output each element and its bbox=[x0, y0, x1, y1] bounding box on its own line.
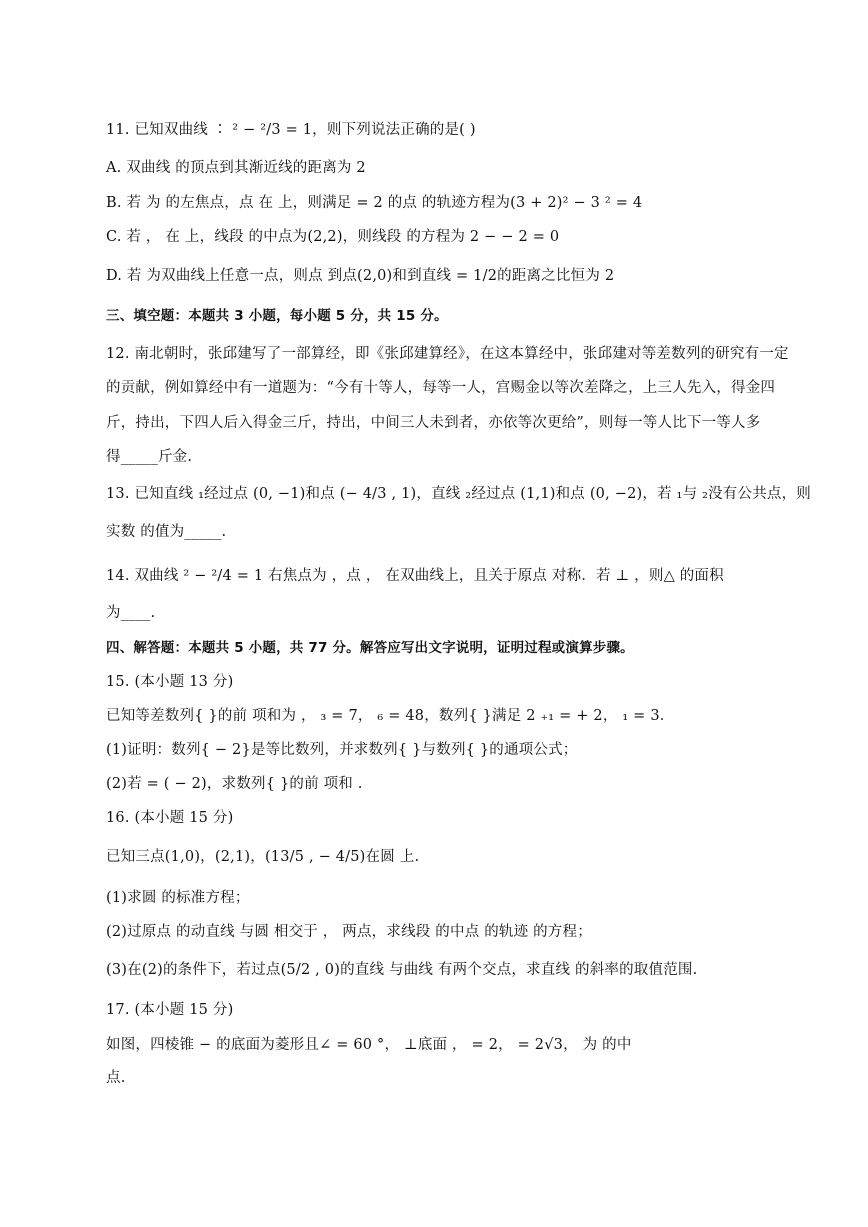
section-answer-heading: 四、解答题：本题共 5 小题，共 77 分。解答应写出文字说明，证明过程或演算步骤。 bbox=[106, 640, 634, 656]
q12-line-3: 斤，持出，下四人后入得金三斤，持出，中间三人未到者，亦依等次更给”，则每一等人比下一等人多 bbox=[106, 415, 761, 431]
q11-option-d: D. 若 为双曲线上任意一点，则点 到点(2,0)和到直线 = 1/2的距离之比恒为 2 bbox=[106, 268, 615, 284]
q14-line-2: 为____. bbox=[106, 605, 156, 621]
q16-heading: 16. (本小题 15 分) bbox=[106, 810, 234, 826]
q15-heading: 15. (本小题 13 分) bbox=[106, 674, 234, 690]
q13-line-2: 实数 的值为_____. bbox=[106, 524, 227, 540]
q17-line-2: 点. bbox=[106, 1070, 126, 1086]
q16-line-2: (1)求圆 的标准方程； bbox=[106, 890, 250, 906]
q14-line-1: 14. 双曲线 ² − ²/4 = 1 右焦点为 ，点 ， 在双曲线上，且关于原点 对称．若 ⊥ ，则△ 的面积 bbox=[106, 568, 724, 584]
q12-line-4: 得_____斤金. bbox=[106, 449, 193, 465]
q16-line-4: (3)在(2)的条件下，若过点(5/2 , 0)的直线 与曲线 有两个交点，求直线 的斜率的取值范围. bbox=[106, 962, 698, 978]
q11-option-b: B. 若 为 的左焦点，点 在 上，则满足 = 2 的点 的轨迹方程为(3 + 2)² − 3 ² = 4 bbox=[106, 195, 643, 211]
q11-stem: 11. 已知双曲线 ∶ ² − ²/3 = 1，则下列说法正确的是( ) bbox=[106, 122, 476, 138]
q16-line-1: 已知三点(1,0)，(2,1)，(13/5 , − 4/5)在圆 上. bbox=[106, 849, 420, 865]
q13-line-1: 13. 已知直线 ₁经过点 (0, −1)和点 (− 4/3 , 1)，直线 ₂经过点 (1,1)和点 (0, −2)，若 ₁与 ₂没有公共点，则 bbox=[106, 486, 811, 502]
q12-line-2: 的贡献，例如算经中有一道题为：“今有十等人，每等一人，宫赐金以等次差降之，上三人先入，得金四 bbox=[106, 380, 776, 396]
q11-option-c: C. 若 ， 在 上，线段 的中点为(2,2)，则线段 的方程为 2 − − 2 = 0 bbox=[106, 229, 560, 245]
q15-line-3: (2)若 = ( − 2)，求数列{ }的前 项和 . bbox=[106, 776, 363, 792]
q16-line-3: (2)过原点 的动直线 与圆 相交于 ， 两点，求线段 的中点 的轨迹 的方程； bbox=[106, 924, 592, 940]
q17-heading: 17. (本小题 15 分) bbox=[106, 1002, 234, 1018]
section-fill-in-heading: 三、填空题：本题共 3 小题，每小题 5 分，共 15 分。 bbox=[106, 308, 448, 324]
q11-option-a: A. 双曲线 的顶点到其渐近线的距离为 2 bbox=[106, 160, 366, 176]
q15-line-2: (1)证明：数列{ − 2}是等比数列，并求数列{ }与数列{ }的通项公式； bbox=[106, 742, 578, 758]
q12-line-1: 12. 南北朝时，张邱建写了一部算经，即《张邱建算经》，在这本算经中，张邱建对等差数列的研究有一定 bbox=[106, 346, 789, 362]
q17-line-1: 如图，四棱锥 − 的底面为菱形且∠ = 60 °， ⊥底面 ， = 2， = 2√3， 为 的中 bbox=[106, 1037, 632, 1053]
q15-line-1: 已知等差数列{ }的前 项和为 ， ₃ = 7， ₆ = 48，数列{ }满足 2 ₊₁ = + 2， ₁ = 3． bbox=[106, 708, 675, 724]
